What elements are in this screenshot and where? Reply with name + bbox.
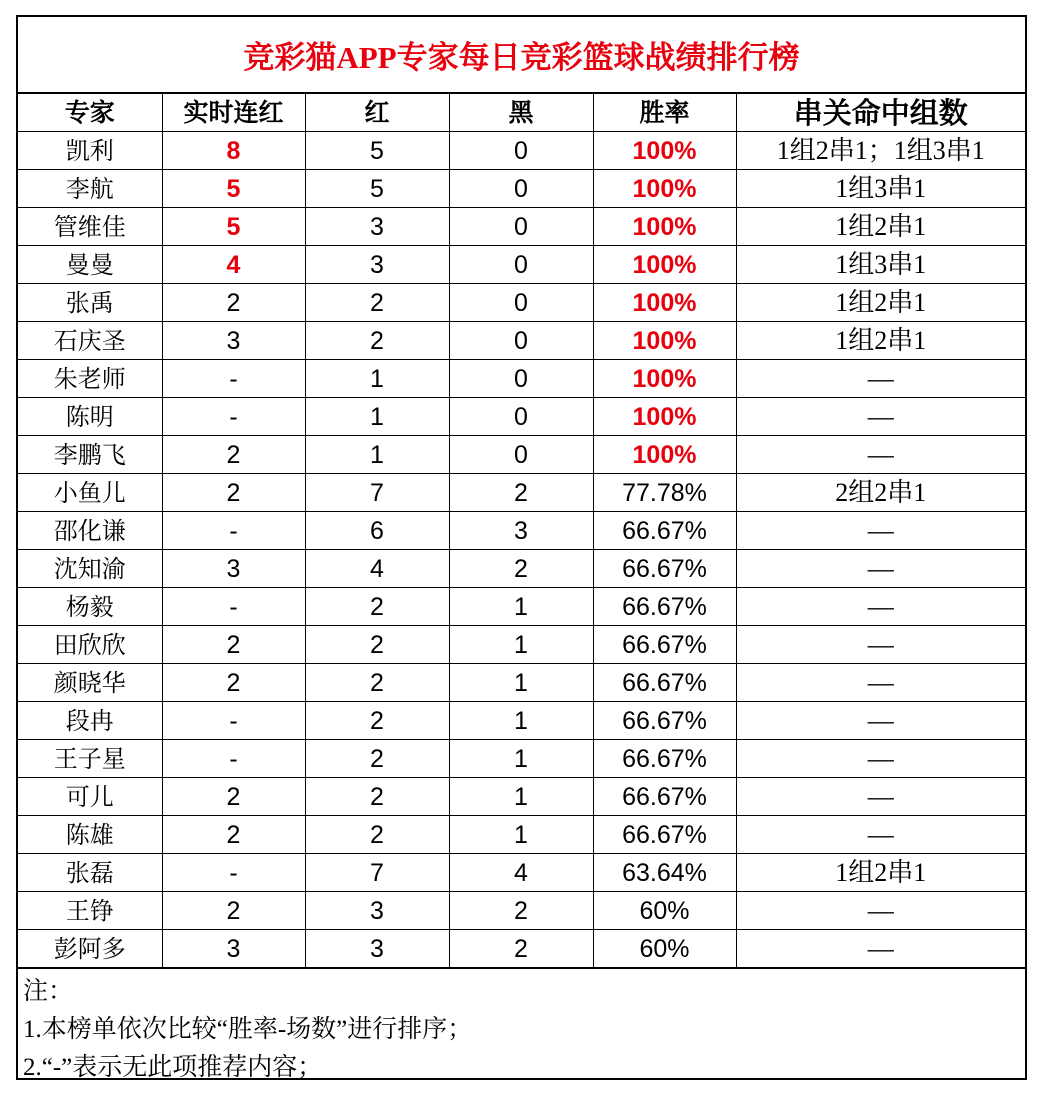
win-rate-cell: 100% <box>593 132 736 170</box>
streak-cell: - <box>162 512 305 550</box>
win-rate-cell: 100% <box>593 322 736 360</box>
win-rate-cell: 66.67% <box>593 550 736 588</box>
expert-name-cell: 颜晓华 <box>18 664 162 702</box>
page-title: 竞彩猫APP专家每日竞彩篮球战绩排行榜 <box>18 17 1025 94</box>
expert-name-cell: 彭阿多 <box>18 930 162 968</box>
streak-cell: 2 <box>162 436 305 474</box>
streak-cell: 3 <box>162 550 305 588</box>
combo-hits-cell: — <box>736 892 1025 930</box>
expert-name-cell: 凯利 <box>18 132 162 170</box>
table-row <box>18 436 1025 474</box>
black-count-cell: 1 <box>449 778 593 816</box>
combo-hits-cell: — <box>736 550 1025 588</box>
combo-hits-cell: 1组2串1 <box>736 322 1025 360</box>
red-count-cell: 2 <box>305 664 449 702</box>
table-row <box>18 626 1025 664</box>
table-row <box>18 284 1025 322</box>
win-rate-cell: 66.67% <box>593 702 736 740</box>
streak-cell: - <box>162 740 305 778</box>
header-row <box>18 94 1025 132</box>
win-rate-cell: 60% <box>593 892 736 930</box>
streak-cell: 2 <box>162 778 305 816</box>
ranking-sheet <box>16 15 1027 1080</box>
streak-cell: 2 <box>162 474 305 512</box>
red-count-cell: 5 <box>305 170 449 208</box>
table-row <box>18 322 1025 360</box>
streak-cell: 8 <box>162 132 305 170</box>
note-item: 2.“-”表示无此项推荐内容； <box>23 1054 323 1081</box>
header-expert: 专家 <box>18 94 162 132</box>
black-count-cell: 0 <box>449 436 593 474</box>
streak-cell: 3 <box>162 930 305 968</box>
combo-hits-cell: — <box>736 360 1025 398</box>
black-count-cell: 0 <box>449 132 593 170</box>
streak-cell: - <box>162 398 305 436</box>
table-row <box>18 854 1025 892</box>
red-count-cell: 2 <box>305 588 449 626</box>
win-rate-cell: 66.67% <box>593 512 736 550</box>
expert-name-cell: 杨毅 <box>18 588 162 626</box>
streak-cell: - <box>162 702 305 740</box>
win-rate-cell: 77.78% <box>593 474 736 512</box>
note-item: 1.本榜单依次比较“胜率-场数”进行排序； <box>23 1016 473 1043</box>
combo-hits-cell: — <box>736 702 1025 740</box>
streak-cell: - <box>162 360 305 398</box>
streak-cell: 2 <box>162 284 305 322</box>
combo-hits-cell: — <box>736 930 1025 968</box>
red-count-cell: 2 <box>305 626 449 664</box>
win-rate-cell: 100% <box>593 208 736 246</box>
win-rate-cell: 66.67% <box>593 778 736 816</box>
combo-hits-cell: — <box>736 740 1025 778</box>
expert-name-cell: 田欣欣 <box>18 626 162 664</box>
win-rate-cell: 100% <box>593 436 736 474</box>
combo-hits-cell: — <box>736 664 1025 702</box>
expert-name-cell: 沈知渝 <box>18 550 162 588</box>
red-count-cell: 3 <box>305 208 449 246</box>
red-count-cell: 2 <box>305 740 449 778</box>
red-count-cell: 3 <box>305 892 449 930</box>
red-count-cell: 5 <box>305 132 449 170</box>
black-count-cell: 0 <box>449 246 593 284</box>
red-count-cell: 2 <box>305 816 449 854</box>
expert-name-cell: 邵化谦 <box>18 512 162 550</box>
streak-cell: 2 <box>162 892 305 930</box>
expert-name-cell: 张磊 <box>18 854 162 892</box>
streak-cell: - <box>162 854 305 892</box>
streak-cell: 2 <box>162 664 305 702</box>
win-rate-cell: 63.64% <box>593 854 736 892</box>
table-row <box>18 740 1025 778</box>
black-count-cell: 0 <box>449 322 593 360</box>
expert-name-cell: 石庆圣 <box>18 322 162 360</box>
black-count-cell: 0 <box>449 170 593 208</box>
win-rate-cell: 100% <box>593 170 736 208</box>
black-count-cell: 0 <box>449 284 593 322</box>
expert-name-cell: 王子星 <box>18 740 162 778</box>
notes-section <box>18 968 1025 1087</box>
black-count-cell: 2 <box>449 892 593 930</box>
combo-hits-cell: — <box>736 398 1025 436</box>
table-row <box>18 892 1025 930</box>
header-win-rate: 胜率 <box>593 94 736 132</box>
table-row <box>18 550 1025 588</box>
black-count-cell: 4 <box>449 854 593 892</box>
header-red: 红 <box>305 94 449 132</box>
expert-name-cell: 陈明 <box>18 398 162 436</box>
table-row <box>18 208 1025 246</box>
combo-hits-cell: — <box>736 816 1025 854</box>
table-row <box>18 816 1025 854</box>
win-rate-cell: 66.67% <box>593 740 736 778</box>
combo-hits-cell: — <box>736 588 1025 626</box>
black-count-cell: 2 <box>449 550 593 588</box>
table-row <box>18 702 1025 740</box>
streak-cell: 3 <box>162 322 305 360</box>
table-row <box>18 360 1025 398</box>
expert-name-cell: 李航 <box>18 170 162 208</box>
black-count-cell: 0 <box>449 360 593 398</box>
red-count-cell: 2 <box>305 284 449 322</box>
expert-name-cell: 可儿 <box>18 778 162 816</box>
table-row <box>18 398 1025 436</box>
table-row <box>18 170 1025 208</box>
header-combo-hits: 串关命中组数 <box>736 94 1025 132</box>
expert-name-cell: 陈雄 <box>18 816 162 854</box>
black-count-cell: 1 <box>449 740 593 778</box>
red-count-cell: 2 <box>305 322 449 360</box>
expert-name-cell: 李鹏飞 <box>18 436 162 474</box>
combo-hits-cell: — <box>736 626 1025 664</box>
black-count-cell: 0 <box>449 398 593 436</box>
table-row <box>18 512 1025 550</box>
table-row <box>18 588 1025 626</box>
black-count-cell: 1 <box>449 664 593 702</box>
win-rate-cell: 60% <box>593 930 736 968</box>
combo-hits-cell: — <box>736 512 1025 550</box>
expert-name-cell: 管维佳 <box>18 208 162 246</box>
expert-name-cell: 小鱼儿 <box>18 474 162 512</box>
red-count-cell: 2 <box>305 702 449 740</box>
win-rate-cell: 100% <box>593 246 736 284</box>
red-count-cell: 1 <box>305 360 449 398</box>
expert-name-cell: 段冉 <box>18 702 162 740</box>
combo-hits-cell: 1组2串1 <box>736 854 1025 892</box>
win-rate-cell: 100% <box>593 360 736 398</box>
red-count-cell: 3 <box>305 930 449 968</box>
win-rate-cell: 66.67% <box>593 664 736 702</box>
black-count-cell: 3 <box>449 512 593 550</box>
expert-name-cell: 朱老师 <box>18 360 162 398</box>
win-rate-cell: 66.67% <box>593 626 736 664</box>
red-count-cell: 7 <box>305 854 449 892</box>
black-count-cell: 1 <box>449 702 593 740</box>
black-count-cell: 1 <box>449 626 593 664</box>
red-count-cell: 7 <box>305 474 449 512</box>
table-row <box>18 778 1025 816</box>
win-rate-cell: 66.67% <box>593 588 736 626</box>
streak-cell: - <box>162 588 305 626</box>
red-count-cell: 2 <box>305 778 449 816</box>
combo-hits-cell: 1组2串1 <box>736 284 1025 322</box>
notes-heading: 注： <box>23 978 74 1005</box>
win-rate-cell: 100% <box>593 284 736 322</box>
combo-hits-cell: 1组3串1 <box>736 246 1025 284</box>
expert-name-cell: 曼曼 <box>18 246 162 284</box>
red-count-cell: 4 <box>305 550 449 588</box>
black-count-cell: 1 <box>449 816 593 854</box>
streak-cell: 5 <box>162 208 305 246</box>
table-row <box>18 132 1025 170</box>
black-count-cell: 1 <box>449 588 593 626</box>
table-row <box>18 246 1025 284</box>
red-count-cell: 1 <box>305 436 449 474</box>
expert-name-cell: 张禹 <box>18 284 162 322</box>
red-count-cell: 1 <box>305 398 449 436</box>
streak-cell: 2 <box>162 816 305 854</box>
combo-hits-cell: 1组2串1 <box>736 208 1025 246</box>
ranking-table <box>18 94 1025 968</box>
streak-cell: 2 <box>162 626 305 664</box>
streak-cell: 4 <box>162 246 305 284</box>
header-black: 黑 <box>449 94 593 132</box>
black-count-cell: 2 <box>449 930 593 968</box>
red-count-cell: 3 <box>305 246 449 284</box>
combo-hits-cell: 1组2串1；1组3串1 <box>736 132 1025 170</box>
win-rate-cell: 100% <box>593 398 736 436</box>
header-streak: 实时连红 <box>162 94 305 132</box>
combo-hits-cell: 1组3串1 <box>736 170 1025 208</box>
table-row <box>18 474 1025 512</box>
table-row <box>18 930 1025 968</box>
black-count-cell: 2 <box>449 474 593 512</box>
combo-hits-cell: 2组2串1 <box>736 474 1025 512</box>
red-count-cell: 6 <box>305 512 449 550</box>
ranking-body <box>18 132 1025 968</box>
black-count-cell: 0 <box>449 208 593 246</box>
win-rate-cell: 66.67% <box>593 816 736 854</box>
expert-name-cell: 王铮 <box>18 892 162 930</box>
combo-hits-cell: — <box>736 436 1025 474</box>
table-row <box>18 664 1025 702</box>
streak-cell: 5 <box>162 170 305 208</box>
combo-hits-cell: — <box>736 778 1025 816</box>
